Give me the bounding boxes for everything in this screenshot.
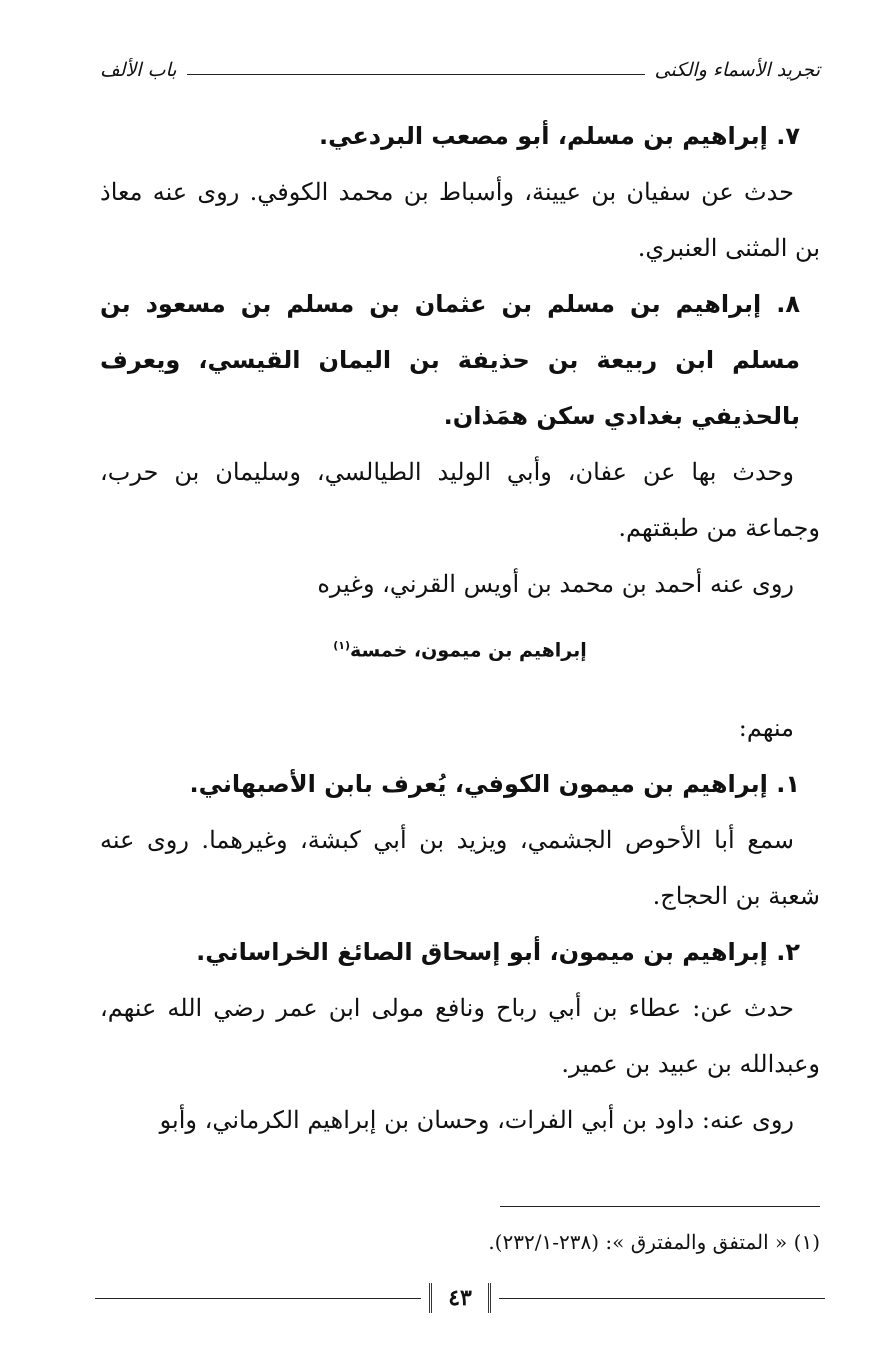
running-header xyxy=(100,52,820,88)
section-heading xyxy=(100,626,820,670)
page-number: ٤٣ xyxy=(429,1283,491,1313)
chapter-title: باب الألف xyxy=(100,59,177,81)
footer-rule-left xyxy=(95,1298,421,1299)
footnote-separator xyxy=(500,1206,820,1207)
entry-paragraph: حدث عن: عطاء بن أبي رباح ونافع مولى ابن عمر رضي الله عنهم، وعبدالله بن عبيد بن عمير. xyxy=(100,994,820,1079)
section-heading-text: إبراهيم بن ميمون، خمسة xyxy=(350,639,587,662)
page-footer xyxy=(95,1278,825,1318)
entry-title: ٢. إبراهيم بن ميمون، أبو إسحاق الصائغ الخراساني. xyxy=(196,938,800,967)
entry-paragraph: سمع أبا الأحوص الجشمي، ويزيد بن أبي كبشة، وغيرهما. روى عنه شعبة بن الحجاج. xyxy=(100,826,820,911)
entry-2 xyxy=(100,924,820,1148)
entry-paragraph: روى عنه أحمد بن محمد بن أويس القرني، وغيره xyxy=(317,570,794,598)
entry-paragraph: وحدث بها عن عفان، وأبي الوليد الطيالسي، وسليمان بن حرب، وجماعة من طبقتهم. xyxy=(100,458,820,542)
entry-title: ١. إبراهيم بن ميمون الكوفي، يُعرف بابن الأصبهاني. xyxy=(189,770,800,799)
footnote-ref: (١) xyxy=(333,639,350,652)
entry-8 xyxy=(100,276,820,612)
entry-title: ٧. إبراهيم بن مسلم، أبو مصعب البردعي. xyxy=(318,122,800,150)
footer-rule-right xyxy=(499,1298,825,1299)
header-rule xyxy=(187,74,645,75)
entry-7 xyxy=(100,108,820,276)
section-intro: منهم: xyxy=(738,714,794,743)
entry-paragraph: حدث عن سفيان بن عيينة، وأسباط بن محمد الكوفي. روى عنه معاذ بن المثنى العنبري. xyxy=(100,178,820,262)
main-content xyxy=(100,108,820,1148)
entry-paragraph: روى عنه: داود بن أبي الفرات، وحسان بن إبراهيم الكرماني، وأبو xyxy=(159,1106,794,1135)
entry-1 xyxy=(100,756,820,924)
footnote: (١) « المتفق والمفترق »: (٢٣٨-٢٣٢/١). xyxy=(488,1230,820,1254)
entry-title: ٨. إبراهيم بن مسلم بن عثمان بن مسلم بن مسعود بن مسلم ابن ربيعة بن حذيفة بن اليمان القيسي، ويعرف بالحذيفي بغدادي سكن همَذان. xyxy=(100,290,800,430)
book-title: تجريد الأسماء والكنى xyxy=(654,59,820,81)
